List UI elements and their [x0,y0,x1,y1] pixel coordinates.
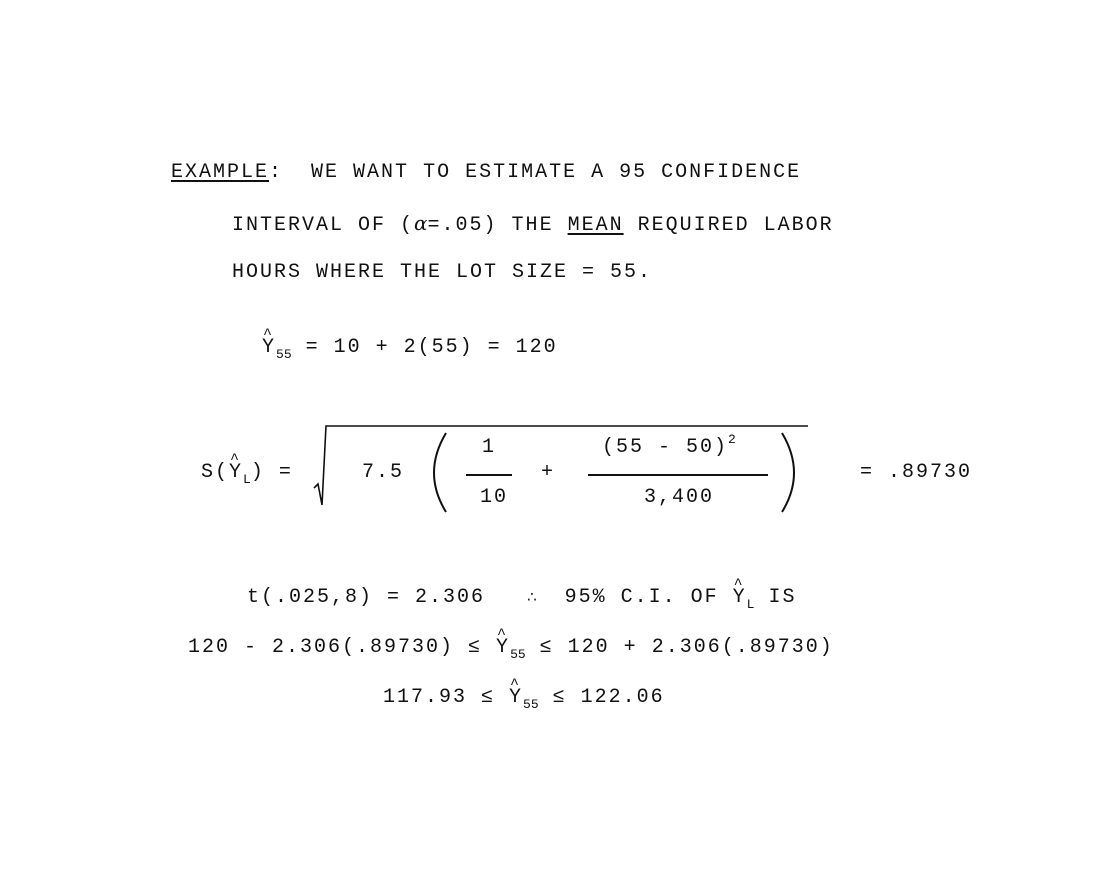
ci-y-hat: ^ Y [733,588,747,608]
stderr-close-equals: ) = [250,461,293,484]
point-estimate-rhs: = 10 + 2(55) = 120 [291,336,558,359]
stderr-s: S( [201,461,230,484]
final-y-subscript: 55 [523,697,539,712]
fraction2-denominator: 3,400 [644,486,715,509]
t-value-text: t(.025,8) = 2.306 [247,586,486,609]
stderr-y-hat: ^ Y [229,463,243,483]
mean-word: MEAN [567,214,624,237]
fraction1-bar [466,474,512,476]
final-y-hat: ^ Y [509,688,523,708]
interval-y-subscript: 55 [510,647,526,662]
final-left: 117.93 ≤ [383,686,510,709]
ci-text: 95% C.I. OF [564,586,733,609]
stderr-y-subscript: L [243,472,251,487]
interval-inequality [188,636,834,662]
left-paren [434,433,446,512]
therefore-symbol: ∴ [527,588,537,606]
fraction1-denominator: 10 [480,486,509,509]
example-text-2c: REQUIRED LABOR [623,214,834,237]
ci-is-text: IS [754,586,797,609]
fraction1-numerator: 1 [482,436,497,459]
final-interval [383,686,665,712]
example-line-3: HOURS WHERE THE LOT SIZE = 55. [232,261,653,284]
example-heading: EXAMPLE [171,161,270,184]
interval-y-hat: ^ Y [496,638,510,658]
fraction2-bar [588,474,768,476]
example-colon: : [269,161,284,184]
fraction2-exponent: 2 [728,432,736,447]
y-hat-subscript: 55 [276,347,292,362]
stderr-result: = .89730 [860,461,973,484]
alpha-symbol: α [414,211,428,235]
example-text-2a: INTERVAL OF ( [232,214,415,237]
y-hat-symbol: ^ Y [262,338,276,358]
stderr-coefficient: 7.5 [362,461,405,484]
ci-y-subscript: L [746,597,755,612]
interval-left: 120 - 2.306(.89730) ≤ [188,636,497,659]
final-right: ≤ 122.06 [538,686,665,709]
t-value-line [247,586,797,612]
right-paren [782,433,794,512]
interval-right: ≤ 120 + 2.306(.89730) [525,636,834,659]
fraction2-numerator [602,432,736,459]
example-text-1: WE WANT TO ESTIMATE A 95 CONFIDENCE [311,161,802,184]
plus-sign: + [541,461,556,484]
example-text-2b: =.05) THE [427,214,568,237]
fraction2-numerator-text: (55 - 50) [602,436,729,459]
